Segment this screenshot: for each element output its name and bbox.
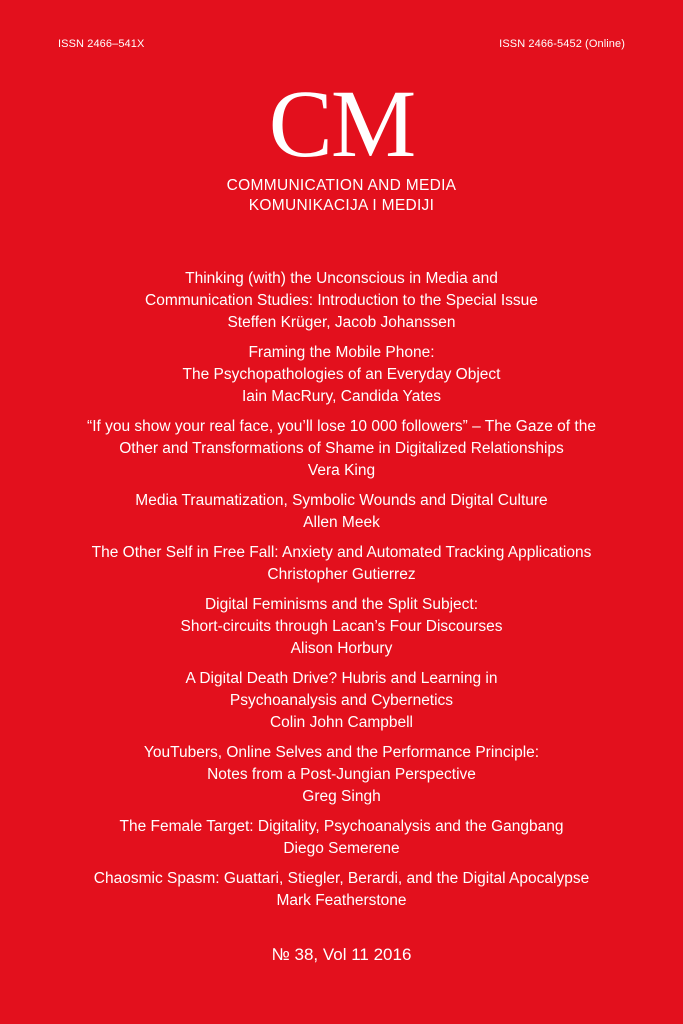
issue-number: № 38, Vol 11 2016 [271, 945, 412, 964]
article-authors: Christopher Gutierrez [267, 566, 416, 583]
article-entry [0, 268, 683, 334]
article-entry [0, 542, 683, 586]
article-title-line: Thinking (with) the Unconscious in Media and [185, 270, 498, 287]
article-entry [0, 816, 683, 860]
article-title-line: A Digital Death Drive? Hubris and Learning in [185, 670, 498, 687]
article-title-line: The Psychopathologies of an Everyday Object [182, 366, 501, 383]
article-title-line: YouTubers, Online Selves and the Performance Principle: [143, 744, 540, 761]
article-authors: Alison Horbury [290, 640, 393, 657]
article-authors: Diego Semerene [283, 840, 400, 857]
article-title-line: Short-circuits through Lacan’s Four Discourses [180, 618, 503, 635]
article-title-line: Communication Studies: Introduction to the Special Issue [145, 292, 538, 309]
article-authors: Steffen Krüger, Jacob Johanssen [227, 314, 456, 331]
article-authors: Iain MacRury, Candida Yates [241, 388, 442, 405]
article-authors: Vera King [307, 462, 376, 479]
article-authors: Greg Singh [302, 788, 381, 805]
journal-name-serbian: KOMUNIKACIJA I MEDIJI [248, 197, 435, 214]
article-entry [0, 490, 683, 534]
article-entry [0, 416, 683, 482]
article-title-line: The Female Target: Digitality, Psychoanalysis and the Gangbang [119, 818, 564, 835]
journal-logo: CM [268, 70, 415, 177]
journal-name-english: COMMUNICATION AND MEDIA [226, 177, 457, 194]
issn-print: ISSN 2466–541X [58, 38, 145, 50]
article-title-line: The Other Self in Free Fall: Anxiety and Automated Tracking Applications [91, 544, 592, 561]
article-entry [0, 594, 683, 660]
article-entry [0, 742, 683, 808]
article-authors: Mark Featherstone [276, 892, 407, 909]
issn-online: ISSN 2466-5452 (Online) [499, 38, 625, 50]
article-title-line: Notes from a Post-Jungian Perspective [207, 766, 476, 783]
article-title-line: Other and Transformations of Shame in Digitalized Relationships [119, 440, 564, 457]
article-title-line: “If you show your real face, you’ll lose 10 000 followers” – The Gaze of the [87, 418, 596, 435]
article-title-line: Psychoanalysis and Cybernetics [229, 692, 454, 709]
article-title-line: Chaosmic Spasm: Guattari, Stiegler, Berardi, and the Digital Apocalypse [93, 870, 590, 887]
article-entry [0, 868, 683, 912]
article-entry [0, 342, 683, 408]
article-title-line: Digital Feminisms and the Split Subject: [204, 596, 479, 613]
article-title-line: Media Traumatization, Symbolic Wounds and Digital Culture [135, 492, 548, 509]
article-entry [0, 668, 683, 734]
article-authors: Colin John Campbell [269, 714, 414, 731]
table-of-contents [0, 268, 683, 920]
article-title-line: Framing the Mobile Phone: [248, 344, 435, 361]
article-authors: Allen Meek [303, 514, 380, 531]
